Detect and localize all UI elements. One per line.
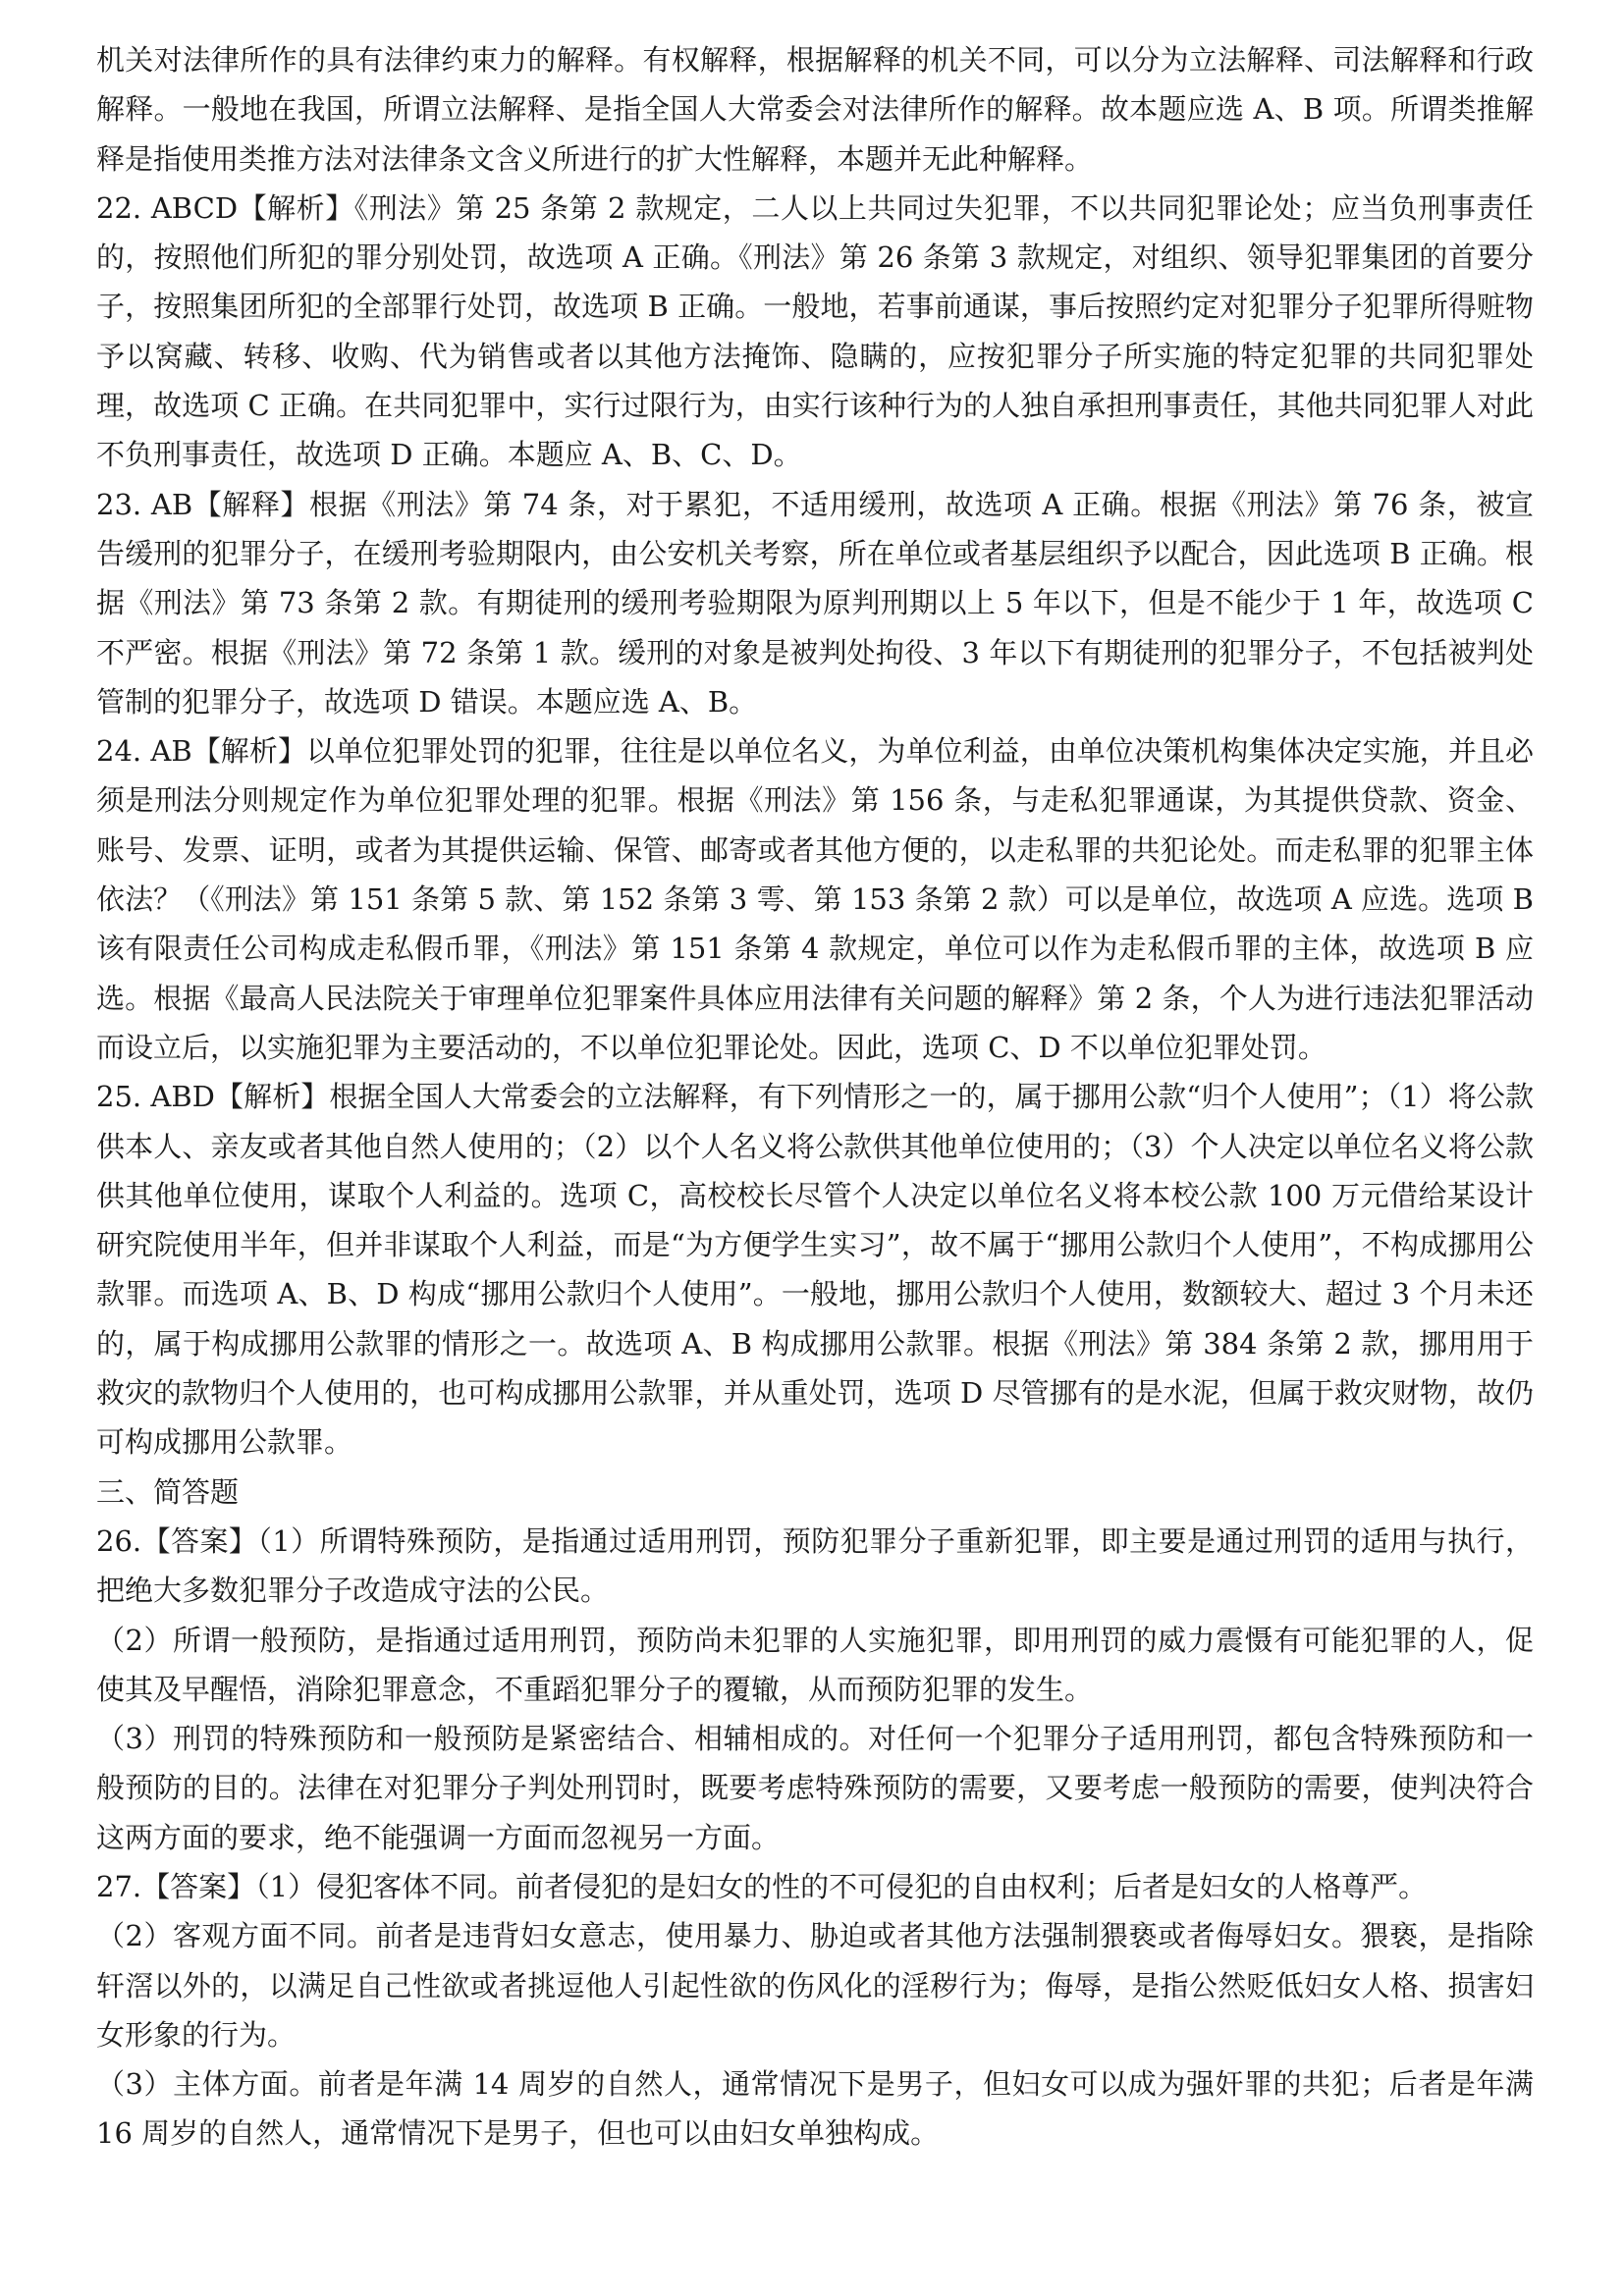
paragraph-answer-27-part-2: （2）客观方面不同。前者是违背妇女意志，使用暴力、胁迫或者其他方法强制猥亵或者侮辱妇女。猥亵，是指除轩滘以外的，以满足自己性欲或者挑逗他人引起性欲的伤风化的淫秽行为；侮辱，是指公然贬低妇女人格、损害妇女形象的行为。 [96, 1919, 1534, 2052]
paragraph-answer-26-part-1: 26.【答案】（1）所谓特殊预防，是指通过适用刑罚，预防犯罪分子重新犯罪，即主要是通过刑罚的适用与执行，把绝大多数犯罪分子改造成守法的公民。 [96, 1523, 1534, 1608]
paragraph-answer-26-part-3: （3）刑罚的特殊预防和一般预防是紧密结合、相辅相成的。对任何一个犯罪分子适用刑罚，都包含特殊预防和一般预防的目的。法律在对犯罪分子判处刑罚时，既要考虑特殊预防的需要，又要考虑一般预防的需要，使判决符合这两方面的要求，绝不能强调一方面而忽视另一方面。 [96, 1722, 1534, 1854]
paragraph-answer-27-part-3: （3）主体方面。前者是年满 14 周岁的自然人，通常情况下是男子，但妇女可以成为强奸罪的共犯；后者是年满 16 周岁的自然人，通常情况下是男子，但也可以由妇女单独构成。 [96, 2067, 1534, 2151]
paragraph-answer-26-part-2: （2）所谓一般预防，是指通过适用刑罚，预防尚未犯罪的人实施犯罪，即用刑罚的威力震慑有可能犯罪的人，促使其及早醒悟，消除犯罪意念，不重蹈犯罪分子的覆辙，从而预防犯罪的发生。 [96, 1623, 1534, 1706]
paragraph-legal-interpretation: 机关对法律所作的具有法律约束力的解释。有权解释，根据解释的机关不同，可以分为立法解释、司法解释和行政解释。一般地在我国，所谓立法解释、是指全国人大常委会对法律所作的解释。故本题应选 A、B 项。所谓类推解释是指使用类推方法对法律条文含义所进行的扩大性解释，本题并无此种解释。 [96, 43, 1534, 176]
paragraph-answer-23: 23. AB【解释】根据《刑法》第 74 条，对于累犯，不适用缓刑，故选项 A 正确。根据《刑法》第 76 条，被宣告缓刑的犯罪分子，在缓刑考验期限内，由公安机关考察，所在单位或者基层组织予以配合，因此选项 B 正确。根据《刑法》第 73 条第 2 款。有期徒刑的缓刑考验期限为原判刑期以上 5 年以下，但是不能少于 1 年，故选项 C 不严密。根据《刑法》第 72 条第 1 款。缓刑的对象是被判处拘役、3 年以下有期徒刑的犯罪分子，不包括被判处管制的犯罪分子，故选项 D 错误。本题应选 A、B。 [96, 487, 1534, 719]
section-title-short-answer: 三、简答题 [96, 1474, 240, 1509]
paragraph-answer-24: 24. AB【解析】以单位犯罪处罚的犯罪，往往是以单位名义，为单位利益，由单位决策机构集体决定实施，并且必须是刑法分则规定作为单位犯罪处理的犯罪。根据《刑法》第 156 条，与走私犯罪通谋，为其提供贷款、资金、账号、发票、证明，或者为其提供运输、保管、邮寄或者其他方便的，以走私罪的共犯论处。而走私罪的犯罪主体依法？（《刑法》第 151 条第 5 款、第 152 条第 3 雩、第 153 条第 2 款）可以是单位，故选项 A 应选。选项 B 该有限责任公司构成走私假币罪，《刑法》第 151 条第 4 款规定，单位可以作为走私假币罪的主体，故选项 B 应选。根据《最高人民法院关于审理单位犯罪案件具体应用法律有关问题的解释》第 2 条，个人为进行违法犯罪活动而设立后，以实施犯罪为主要活动的，不以单位犯罪论处。因此，选项 C、D 不以单位犯罪处罚。 [96, 734, 1534, 1064]
paragraph-answer-27-part-1: 27.【答案】（1）侵犯客体不同。前者侵犯的是妇女的性的不可侵犯的自由权利；后者是妇女的人格尊严。 [96, 1869, 1428, 1903]
paragraph-answer-25: 25. ABD【解析】根据全国人大常委会的立法解释，有下列情形之一的，属于挪用公款“归个人使用”；（1）将公款供本人、亲友或者其他自然人使用的；（2）以个人名义将公款供其他单位使用的；（3）个人决定以单位名义将公款供其他单位使用，谋取个人利益的。选项 C，高校校长尽管个人决定以单位名义将本校公款 100 万元借给某设计研究院使用半年，但并非谋取个人利益，而是“为方便学生实习”，故不属于“挪用公款归个人使用”，不构成挪用公款罪。而选项 A、B、D 构成“挪用公款归个人使用”。一般地，挪用公款归个人使用，数额较大、超过 3 个月未还的，属于构成挪用公款罪的情形之一。故选项 A、B 构成挪用公款罪。根据《刑法》第 384 条第 2 款，挪用用于救灾的款物归个人使用的，也可构成挪用公款罪，并从重处罚，选项 D 尽管挪有的是水泥，但属于救灾财物，故仍可构成挪用公款罪。 [96, 1080, 1534, 1460]
paragraph-answer-22: 22. ABCD【解析】《刑法》第 25 条第 2 款规定，二人以上共同过失犯罪，不以共同犯罪论处；应当负刑事责任的，按照他们所犯的罪分别处罚，故选项 A 正确。《刑法》第 26 条第 3 款规定，对组织、领导犯罪集团的首要分子，按照集团所犯的全部罪行处罚，故选项 B 正确。一般地，若事前通谋，事后按照约定对犯罪分子犯罪所得赃物予以窝藏、转移、收购、代为销售或者以其他方法掩饰、隐瞒的，应按犯罪分子所实施的特定犯罪的共同犯罪处理，故选项 C 正确。在共同犯罪中，实行过限行为，由实行该种行为的人独自承担刑事责任，其他共同犯罪人对此不负刑事责任，故选项 D 正确。本题应 A、B、C、D。 [96, 190, 1534, 472]
